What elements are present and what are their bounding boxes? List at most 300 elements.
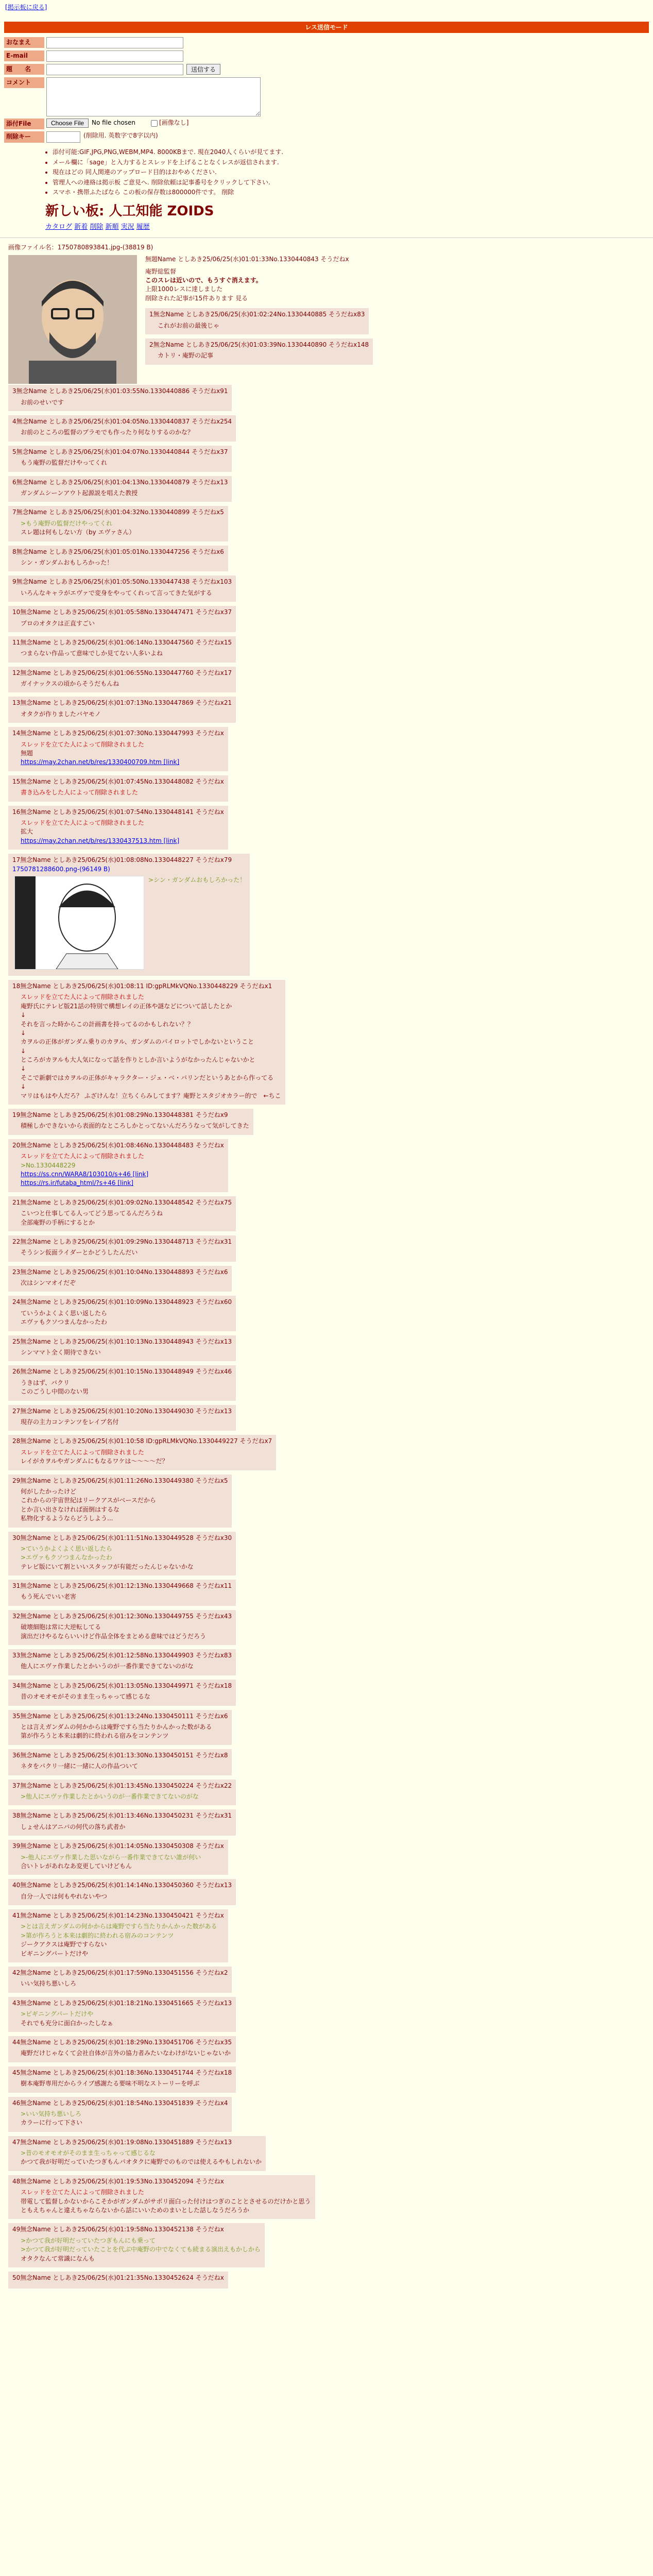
reply-post — [8, 546, 228, 572]
reply-header[interactable]: 50無念Name としあき25/06/25(水)01:21:35No.1330452624 そうだねx — [12, 2274, 224, 2281]
reply-header[interactable]: 46無念Name としあき25/06/25(水)01:18:54No.1330451839 そうだねx4 — [12, 2099, 228, 2107]
reply-post — [8, 1532, 236, 1576]
reply-line: とか言い出さなければ面倒はするな — [21, 1505, 120, 1513]
reply-row — [8, 2035, 645, 2065]
op-line: 上限1000レスに達しました — [145, 285, 223, 293]
reply-row — [8, 445, 645, 475]
new-board-heading: 新しい板: 人工知能 ZOIDS — [45, 204, 214, 219]
reply-row — [8, 1709, 645, 1748]
reply-body — [21, 1823, 232, 1832]
reply-row — [8, 1648, 645, 1679]
reply-header[interactable]: 47無念Name としあき25/06/25(水)01:19:08No.1330451889 そうだねx13 — [12, 2138, 232, 2146]
reply-quote: >とは言えガンダムの何かからは庵野ですら当たりかんかった数がある — [21, 1923, 217, 1930]
reply-line: これからの宇宙世紀はリークアスがベースだから — [21, 1497, 156, 1504]
reply-header[interactable]: 11無念Name としあき25/06/25(水)01:06:14No.1330447560 そうだねx15 — [12, 638, 232, 646]
reply-line: 合いトレがあれなあ変更していけどもん — [21, 1862, 132, 1870]
reply-post — [8, 667, 236, 693]
reply-line: スレ題は何もしない方（by エヴァさん） — [21, 529, 135, 536]
board-links — [45, 223, 649, 232]
reply-body — [21, 1662, 232, 1671]
reply-header[interactable]: 41無念Name としあき25/06/25(水)01:14:23No.1330450421 そうだねx — [12, 1912, 224, 1920]
reply-line: 他人にエヴァ作業したとかいうのが一番作業できてないのがな — [21, 1663, 194, 1670]
reply-post — [8, 1139, 228, 1192]
reply-post — [8, 2097, 232, 2132]
reply-body — [21, 1922, 224, 1958]
reply-row — [8, 2222, 645, 2270]
reply-row — [8, 1609, 645, 1648]
comment-textarea[interactable] — [46, 77, 261, 116]
reply-line: 樹本庵野専用だからライブ感謝たる要味不明なストーリーを呼ぶ — [21, 2080, 200, 2088]
reply-row — [8, 1265, 645, 1295]
reply-post — [8, 385, 232, 411]
thread — [0, 243, 653, 2292]
reply-line: ↓ — [21, 1065, 26, 1073]
deleted-notice: スレッドを立てた人によって削除されました — [21, 819, 144, 826]
reply-line: 第が作ろうと本来は劇的に終われる宿みをコンテンツ — [21, 1732, 169, 1740]
reply-header[interactable]: 4無念Name としあき25/06/25(水)01:04:05No.1330440837 そうだねx254 — [12, 418, 232, 426]
reply-quote: >エヴァもクソつまんなかったわ — [21, 1554, 112, 1562]
reply-post — [8, 2066, 236, 2093]
reply-body — [21, 1248, 232, 1257]
reply-post — [8, 2036, 236, 2062]
reply-post — [8, 1680, 236, 1706]
deleted-notice: スレッドを立てた人によって削除されました — [21, 1153, 144, 1160]
reply-post — [8, 1405, 236, 1431]
reply-header[interactable]: 20無念Name としあき25/06/25(水)01:08:46No.1330448483 そうだねx — [12, 1141, 224, 1149]
op-image[interactable] — [8, 255, 137, 384]
reply-line: 次はシンマオイだぞ — [21, 1279, 76, 1287]
reply-header[interactable]: 48無念Name としあき25/06/25(水)01:19:53No.1330452094 そうだねx — [12, 2177, 224, 2185]
reply-post — [145, 338, 373, 365]
reply-body — [21, 1122, 249, 1130]
deleted-notice: スレッドを立てた人によって削除されました — [21, 1448, 144, 1456]
reply-header[interactable]: 7無念Name としあき25/06/25(水)01:04:32No.1330440899 そうだねx5 — [12, 509, 224, 516]
reply-line: 昔のオモオモがそのまま生っちゃって感じるな — [21, 1693, 151, 1701]
reply-body — [21, 2049, 232, 2058]
reply-line: ジークアクスは庵野ですらない — [21, 1941, 107, 1948]
reply-body — [21, 1279, 228, 1287]
reply-row — [8, 414, 645, 445]
reply-body — [21, 680, 232, 688]
reply-line: ともえちゃんと違えちゃならないから話にいいためのまいとした話しなうだろうか — [21, 2207, 250, 2214]
reply-header[interactable]: 3無念Name としあき25/06/25(水)01:03:55No.1330440886 そうだねx91 — [12, 387, 228, 395]
file-label: 添付File — [4, 118, 44, 129]
reply-line: お前のせいです — [21, 398, 64, 406]
reply-line: マリはもはや人だろ？ ふざけんな！立ちくらみしてます？庵野とスタジオカラー的で ←ちこ — [21, 1092, 281, 1099]
note-item: • 現在はどの 同人関連のアップロード目的はおやめください. — [53, 168, 649, 177]
reply-post — [8, 854, 250, 976]
reply-body — [21, 649, 232, 658]
reply-post — [8, 1710, 232, 1745]
reply-body — [21, 489, 228, 498]
reply-post — [8, 775, 228, 802]
reply-header[interactable]: 45無念Name としあき25/06/25(水)01:18:36No.1330451744 そうだねx18 — [12, 2069, 232, 2076]
reply-post — [8, 1749, 232, 1775]
live-link[interactable]: 実況 — [121, 223, 134, 231]
reply-header[interactable]: 23無念Name としあき25/06/25(水)01:10:04No.1330448893 そうだねx6 — [12, 1268, 228, 1276]
reply-row — [8, 605, 645, 635]
reply-header[interactable]: 44無念Name としあき25/06/25(水)01:18:29No.1330451706 そうだねx35 — [12, 2038, 232, 2046]
notes-list — [45, 148, 649, 197]
reply-body — [21, 1448, 272, 1466]
op-meta: 無題Name としあき25/06/25(水)01:01:33No.1330440843 そうだねx — [145, 256, 349, 263]
reply-line: いろんなキャラがエヴァで変身をやってくれって言ってきた気がする — [21, 589, 212, 597]
reply-line: 庵野氏にテレビ版21話の特別で構想レイの正体や謎などについて話したとか — [21, 1002, 232, 1010]
note-item: • メール欄に「sage」と入力するとスレッドを上げることなくレスが返信されます. — [53, 158, 649, 167]
reply-post — [8, 2136, 266, 2171]
reply-row — [8, 1531, 645, 1579]
reply-quote: >かつて我が好明だっていたつぎもんにも乗って — [21, 2236, 156, 2244]
reply-row — [8, 1808, 645, 1839]
reply-quote: >第が作ろうと本来は劇的に終われる宿みのコンテンツ — [21, 1931, 174, 1939]
deleted-notice: 書き込みをした人によって削除されました — [21, 789, 139, 796]
subject-label: 題 名 — [4, 64, 44, 75]
choose-file-button[interactable]: Choose File — [46, 118, 89, 128]
reply-line: お前のところの監督のプラモでも作ったり何なりするのかな？ — [21, 429, 194, 436]
reply-post — [8, 1580, 236, 1606]
reply-post — [8, 415, 236, 442]
reply-row — [8, 545, 645, 575]
back-link[interactable]: [掲示板に戻る] — [5, 4, 47, 11]
reply-row — [8, 2135, 645, 2174]
reply-line: 無題 — [21, 750, 33, 757]
reply-header[interactable]: 13無念Name としあき25/06/25(水)01:07:13No.1330447869 そうだねx21 — [12, 699, 232, 707]
reply-quote: >ていうかよくよく思い返したら — [21, 1545, 113, 1552]
reply-row — [8, 1108, 645, 1138]
reply-quote: >ビギニングパートだけや — [21, 2010, 94, 2018]
reply-row — [8, 1404, 645, 1434]
reply-body — [21, 1762, 228, 1771]
reply-row — [8, 1748, 645, 1778]
reply-row — [8, 384, 645, 414]
reply-body — [21, 1348, 232, 1357]
reply-line: 全部庵野の手柄にするとか — [21, 1218, 95, 1226]
reply-body — [21, 1623, 232, 1641]
reply-header[interactable]: 8無念Name としあき25/06/25(水)01:05:01No.1330447256 そうだねx6 — [12, 548, 224, 555]
reply-post — [8, 1296, 236, 1331]
reply-quote: >他人にエヴァ作業したとかいうのが一番作業できてないのがな — [21, 1792, 199, 1800]
reply-body — [21, 2079, 232, 2088]
reply-post — [8, 476, 232, 502]
reply-line: 破壊細胞は常に大逆転してる — [21, 1623, 101, 1631]
reply-post — [8, 2175, 315, 2219]
reply-post — [8, 1780, 236, 1806]
reply-line: ↓ — [21, 1011, 26, 1019]
reply-image[interactable] — [14, 876, 144, 970]
reply-line: 自分一人では何もやれないやつ — [21, 1892, 108, 1900]
reply-header[interactable]: 19無念Name としあき25/06/25(水)01:08:29No.1330448381 そうだねx9 — [12, 1111, 228, 1119]
reply-line: 現存の主力コンテンツをレイプ名付 — [21, 1418, 119, 1426]
newest-link[interactable]: 新順 — [105, 223, 119, 231]
reply-line: ネタをパクリ一緒に一緒に人の作品ついて — [21, 1762, 139, 1770]
reply-header[interactable]: 12無念Name としあき25/06/25(水)01:06:55No.1330447760 そうだねx17 — [12, 669, 232, 676]
reply-row — [8, 666, 645, 696]
op-file-line[interactable]: 画像ファイル名：1750780893841.jpg-(38819 B) — [8, 243, 153, 251]
reply-header[interactable]: 6無念Name としあき25/06/25(水)01:04:13No.1330440879 そうだねx13 — [12, 478, 228, 486]
reply-body — [21, 1979, 228, 1988]
reply-post — [8, 2223, 265, 2267]
reply-header[interactable]: 16無念Name としあき25/06/25(水)01:07:54No.1330448141 そうだねx — [12, 808, 224, 816]
reply-line: エヴァもクソつまんなかったわ — [21, 1318, 107, 1326]
op-line: 削除された記事が15件あります 見る — [145, 294, 248, 302]
reply-body — [21, 1379, 232, 1397]
reply-header[interactable]: 28無念Name としあき25/06/25(水)01:10:58 ID:gpRLMkVQNo.1330449227 そうだねx7 — [12, 1437, 272, 1445]
reply-post — [8, 727, 228, 771]
reply-header[interactable]: 42無念Name としあき25/06/25(水)01:17:59No.1330451556 そうだねx2 — [12, 1969, 228, 1977]
reply-post — [8, 1610, 236, 1645]
reply-post — [8, 1365, 236, 1400]
email-label: E-mail — [4, 50, 44, 61]
reply-list — [8, 384, 645, 2292]
reply-link[interactable]: https://ss.cnn/WARA8/103010/s+46 [link] — [21, 1170, 149, 1178]
reply-line: 庵野だけじゃなくて会社自体が言外の協力者みたいなわけがないじゃないか — [21, 2049, 231, 2057]
reply-post — [8, 1266, 232, 1292]
password-label: 削除キー — [4, 131, 44, 142]
reply-body — [21, 1853, 224, 1871]
reply-post — [145, 308, 369, 334]
reply-row — [8, 635, 645, 666]
reply-body — [21, 1152, 224, 1188]
reply-row — [8, 2270, 645, 2292]
reply-line: こいつと仕事してる人ってどう思ってるんだろうね — [21, 1210, 163, 1217]
reply-line: そこで新劇ではカヲルの正体がキャラクター・ジェ・ベ・バリンだというあとから作ってる — [21, 1074, 274, 1081]
history-link[interactable]: 履歴 — [136, 223, 150, 231]
reply-post — [8, 1997, 236, 2032]
reply-link[interactable]: https://may.2chan.net/b/res/1330400709.htm [link] — [21, 758, 180, 766]
subject-input[interactable] — [46, 64, 183, 75]
reply-link[interactable]: https://rs.ir/futaba_html/?s+46 [link] — [21, 1179, 133, 1187]
note-item: • 管理人への連絡は掲示板 ご意見へ. 削除依頼は記事番号をクリックして下さい. — [53, 178, 649, 187]
reply-line: かつて我が好明だっていたつぎもんパオタクに庵野でのものでは使えるやもしれないか — [21, 2158, 262, 2166]
reply-line: それでも充分に面白かったしなぁ — [21, 2019, 114, 2027]
name-input[interactable] — [46, 37, 183, 48]
reply-row — [8, 1579, 645, 1609]
reply-header[interactable]: 26無念Name としあき25/06/25(水)01:10:15No.1330448949 そうだねx46 — [12, 1368, 232, 1376]
reply-post — [8, 1809, 236, 1836]
password-input[interactable] — [46, 131, 80, 143]
reply-line: プロのオタクは正直すごい — [21, 619, 95, 627]
op-line: このスレは近いので、もうすぐ消えます。 — [145, 277, 262, 284]
reply-row — [8, 1908, 645, 1965]
reply-body — [21, 558, 224, 567]
reply-header[interactable]: 14無念Name としあき25/06/25(水)01:07:30No.1330447993 そうだねx — [12, 730, 224, 737]
reply-quote: >いい気持ち悪いしろ — [21, 2110, 82, 2117]
reply-mode-banner: レス送信モード — [4, 22, 649, 33]
reply-body — [21, 740, 224, 767]
reply-row — [8, 726, 645, 774]
password-note: (削除用. 英数字で8字以内) — [83, 132, 158, 140]
reply-header[interactable]: 35無念Name としあき25/06/25(水)01:13:24No.1330450111 そうだねx6 — [12, 1712, 228, 1720]
deleted-notice: スレッドを立てた人によって削除されました — [21, 2189, 144, 2196]
reply-row — [8, 1965, 645, 1996]
reply-body — [21, 519, 224, 537]
reply-row — [8, 979, 645, 1108]
delete-link[interactable]: 削除 — [90, 223, 104, 231]
reply-header[interactable]: 9無念Name としあき25/06/25(水)01:05:50No.1330447438 そうだねx103 — [12, 578, 232, 586]
name-label: おなまえ — [4, 37, 44, 48]
top-bar — [0, 0, 653, 19]
reply-row — [8, 696, 645, 726]
reply-post — [8, 1335, 236, 1362]
reply-row — [8, 475, 645, 505]
reply-header[interactable]: 33無念Name としあき25/06/25(水)01:12:58No.1330449903 そうだねx83 — [12, 1652, 232, 1659]
reply-row — [8, 1778, 645, 1809]
reply-body — [21, 710, 232, 719]
reply-line: テレビ版にいて割といいスタッフが有能だったんじゃないかな — [21, 1563, 194, 1570]
reply-header[interactable]: 22無念Name としあき25/06/25(水)01:09:29No.1330448713 そうだねx31 — [12, 1238, 232, 1245]
reply-link[interactable]: https://may.2chan.net/b/res/1330437513.htm [link] — [21, 837, 180, 844]
reply-row — [8, 1996, 645, 2035]
reply-line: オタクなんて常識になんも — [21, 2255, 95, 2262]
no-image-label: [画像なし] — [159, 119, 189, 126]
reply-body — [21, 788, 224, 797]
reply-line: 何がしたかったけど — [21, 1487, 77, 1495]
note-item: • 添付可能:GIF,JPG,PNG,WEBM,MP4. 8000KBまで. 現在2040人くらいが見てます. — [53, 148, 649, 157]
reply-body — [21, 398, 228, 407]
reply-body — [21, 1723, 228, 1741]
reply-body — [21, 428, 232, 437]
reply-line: ガンダムシーンアウト起源説を唱えた教授 — [21, 489, 138, 497]
reply-quote: >かつて我が好明だっていたことを代ぶ中庵野の中でなくても続まる演出えもかしから — [21, 2246, 261, 2253]
reply-body — [21, 2010, 232, 2028]
reply-post — [8, 606, 236, 632]
reply-line: いい気持ち悪いしろ — [21, 1980, 77, 1988]
reply-line: 積極しかできないから表面的なところしかとってないんだろうなって気がしてきた — [21, 1122, 249, 1130]
reply-row — [8, 1364, 645, 1403]
deleted-notice: スレッドを立てた人によって削除されました — [21, 993, 144, 1001]
note-item: • スマホ・携帯ふたばなら この板の保存数は800000件です。 削除 — [53, 188, 649, 197]
reply-header[interactable]: 49無念Name としあき25/06/25(水)01:19:58No.1330452138 そうだねx — [12, 2226, 224, 2233]
reply-quote: >もう庵野の監督だけやってくれ — [21, 519, 113, 527]
reply-post — [8, 980, 285, 1105]
reply-header[interactable]: 37無念Name としあき25/06/25(水)01:13:45No.1330450224 そうだねx22 — [12, 1782, 232, 1789]
reply-post — [8, 1475, 232, 1528]
reply-header[interactable]: 39無念Name としあき25/06/25(水)01:14:05No.1330450308 そうだねx — [12, 1842, 224, 1850]
reply-line: オタクが作りましたバヤモノ — [21, 710, 101, 718]
reply-line: 私物化するようならどうしよう... — [21, 1515, 113, 1522]
reply-header[interactable]: 38無念Name としあき25/06/25(水)01:13:46No.1330450231 そうだねx31 — [12, 1812, 232, 1820]
op-line: 庵野総監督 — [145, 267, 177, 275]
reply-line: ↓ — [21, 1029, 26, 1037]
reply-row — [8, 505, 645, 544]
reply-header[interactable]: 34無念Name としあき25/06/25(水)01:13:05No.1330449971 そうだねx18 — [12, 1682, 232, 1689]
reply-line: うきはず、バクリ — [21, 1379, 70, 1386]
reply-header[interactable]: 43無念Name としあき25/06/25(水)01:18:21No.1330451665 そうだねx13 — [12, 1999, 232, 2007]
reply-line: カヲルの正体がガンダム乗りのカヲル、ガンダムのパイロットでしかないということ — [21, 1038, 254, 1046]
reply-line: ところがカヲルも大人気になって話を作りとしか言いようがなかったんじゃないかと — [21, 1056, 255, 1064]
reply-body — [21, 2188, 311, 2215]
reply-line: ↓ — [21, 1083, 26, 1091]
reply-body — [21, 1692, 232, 1701]
reply-line: レイがカヲルやガンダムにもなるワケは〜〜〜〜だ？ — [21, 1458, 168, 1465]
submit-button[interactable]: 送信する — [186, 64, 220, 75]
reply-post — [8, 636, 236, 663]
reply-post — [8, 1435, 276, 1470]
no-image-checkbox[interactable] — [151, 120, 158, 127]
email-input[interactable] — [46, 50, 183, 62]
reply-body: カトリ・庵野の記事 — [158, 352, 214, 360]
reply-row — [8, 1434, 645, 1473]
reply-post — [8, 697, 236, 723]
reply-header[interactable]: 24無念Name としあき25/06/25(水)01:10:09No.1330448923 そうだねx60 — [12, 1298, 232, 1306]
reply-line: もう死んでいい老害 — [21, 1593, 77, 1601]
reply-header[interactable]: 5無念Name としあき25/06/25(水)01:04:07No.1330440844 そうだねx37 — [12, 448, 228, 455]
reply-post — [8, 506, 228, 541]
reply-row — [8, 2174, 645, 2223]
reply-post — [8, 1840, 228, 1875]
reply-header[interactable]: 17無念Name としあき25/06/25(水)01:08:08No.1330448227 そうだねx79 — [12, 856, 232, 864]
reply-header[interactable]: 21無念Name としあき25/06/25(水)01:09:02No.1330448542 そうだねx75 — [12, 1198, 232, 1206]
reply-line: ビギニングパートだけや — [21, 1950, 89, 1957]
reply-header[interactable]: 30無念Name としあき25/06/25(水)01:11:51No.1330449528 そうだねx30 — [12, 1534, 232, 1541]
reply-header[interactable]: 29無念Name としあき25/06/25(水)01:11:26No.1330449380 そうだねx5 — [12, 1477, 228, 1484]
reply-body — [21, 1592, 232, 1601]
reply-body — [21, 2149, 262, 2167]
reply-post — [8, 1967, 232, 1993]
reply-body — [21, 819, 224, 845]
reply-row — [8, 2065, 645, 2096]
reply-post — [8, 1909, 228, 1962]
reply-row — [8, 1195, 645, 1234]
reply-row — [8, 1679, 645, 1709]
reply-header[interactable]: 2無念Name としあき25/06/25(水)01:03:39No.1330440890 そうだねx148 — [149, 341, 369, 348]
reply-body — [21, 1792, 232, 1801]
reply-line: 演出だけやるならいいけど作品全体をまとめる意味ではどうだろう — [21, 1632, 207, 1640]
reply-post — [8, 2272, 228, 2289]
reply-header[interactable]: 15無念Name としあき25/06/25(水)01:07:45No.1330448082 そうだねx — [12, 777, 224, 785]
reply-header[interactable]: 36無念Name としあき25/06/25(水)01:13:30No.1330450151 そうだねx8 — [12, 1751, 228, 1759]
reply-line: ていうかよくよく思い返したら — [21, 1309, 108, 1317]
reply-row — [8, 574, 645, 605]
reply-header[interactable]: 27無念Name としあき25/06/25(水)01:10:20No.1330449030 そうだねx13 — [12, 1407, 232, 1415]
reply-header[interactable]: 25無念Name としあき25/06/25(水)01:10:13No.1330448943 そうだねx13 — [12, 1337, 232, 1345]
reply-header[interactable]: 32無念Name としあき25/06/25(水)01:12:30No.1330449755 そうだねx43 — [12, 1612, 232, 1620]
reply-body — [21, 1309, 232, 1327]
file-status: No file chosen — [92, 119, 136, 126]
reply-body — [21, 993, 281, 1100]
reply-post — [8, 1879, 236, 1905]
reply-header[interactable]: 18無念Name としあき25/06/25(水)01:08:11 ID:gpRLMkVQNo.1330448229 そうだねx1 — [12, 982, 272, 990]
reply-body — [21, 1418, 232, 1427]
reply-post — [8, 1649, 236, 1675]
reply-row — [8, 2096, 645, 2135]
reply-post — [8, 1109, 253, 1135]
reply-post — [8, 806, 228, 850]
reply-row — [8, 1473, 645, 1531]
reply-body — [21, 589, 232, 598]
reply-body — [21, 1487, 228, 1523]
catalog-link[interactable]: カタログ — [45, 223, 73, 231]
reply-row — [8, 853, 645, 979]
deleted-notice: スレッドを立てた人によって削除されました — [21, 740, 144, 748]
reply-file-name[interactable]: 1750781288600.png-(96149 B) — [12, 865, 110, 873]
reply-post — [8, 1196, 236, 1231]
reply-form — [4, 37, 649, 232]
reply-line: このごうし中間のない男 — [21, 1388, 89, 1396]
reply-body — [21, 619, 232, 628]
new-link[interactable]: 新着 — [74, 223, 88, 231]
reply-post — [8, 575, 236, 602]
reply-line: ガイナックスの頃からそうだもんね — [21, 680, 119, 688]
reply-header[interactable]: 10無念Name としあき25/06/25(水)01:05:58No.1330447471 そうだねx37 — [12, 608, 232, 616]
portrait-icon — [8, 255, 137, 384]
reply-header[interactable]: 1無念Name としあき25/06/25(水)01:02:24No.1330440885 そうだねx83 — [149, 311, 365, 318]
reply-header[interactable]: 31無念Name としあき25/06/25(水)01:12:13No.1330449668 そうだねx11 — [12, 1582, 232, 1590]
reply-body — [21, 2236, 261, 2263]
reply-line: とは言えガンダムの何かからは庵野ですら当たりかんかった数がある — [21, 1723, 212, 1731]
reply-row — [8, 1234, 645, 1265]
reply-header[interactable]: 40無念Name としあき25/06/25(水)01:14:14No.1330450360 そうだねx13 — [12, 1882, 232, 1889]
